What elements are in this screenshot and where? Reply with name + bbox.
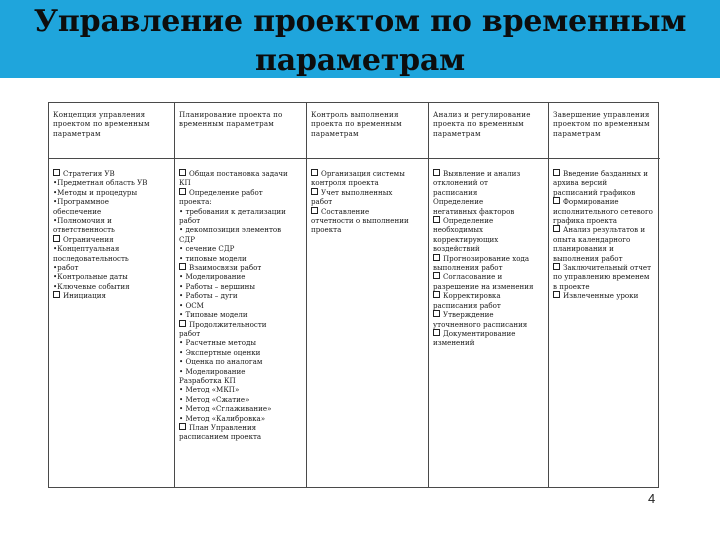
- list-item-text: Определение: [443, 216, 494, 226]
- list-item-heading: [179, 320, 302, 329]
- column-header-concept: Концепция управления проектом по временным параметрам: [49, 103, 175, 159]
- list-item-text: необходимых: [433, 225, 483, 235]
- list-item-text: последовательность: [53, 253, 129, 263]
- list-item: [433, 235, 544, 244]
- list-item: [179, 376, 302, 385]
- list-item-heading: [433, 329, 544, 338]
- list-item-text: расписания: [433, 187, 478, 197]
- list-item: [53, 282, 170, 291]
- list-item-text: Документирование: [443, 328, 516, 338]
- list-item: [179, 301, 302, 310]
- list-item-heading: [553, 197, 656, 206]
- checkbox-square-icon: [311, 188, 318, 195]
- checkbox-square-icon: [179, 169, 186, 176]
- list-item: [553, 188, 656, 197]
- list-item: [433, 338, 544, 347]
- checkbox-square-icon: [311, 169, 318, 176]
- list-item-heading: [179, 188, 302, 197]
- list-item: [433, 263, 544, 272]
- list-item-heading: [433, 216, 544, 225]
- list-item: [179, 244, 302, 253]
- checkbox-square-icon: [179, 263, 186, 270]
- list-item-text: Стратегия УВ: [63, 169, 115, 178]
- list-item: [179, 291, 302, 300]
- list-item: [53, 263, 170, 272]
- page-number: 4: [648, 491, 656, 506]
- list-item-text: Прогнозирование хода: [443, 253, 530, 263]
- list-item-heading: [311, 207, 424, 216]
- list-item: [433, 188, 544, 197]
- list-item-text: • Работы – вершины: [179, 281, 256, 291]
- list-item-heading: [553, 291, 656, 300]
- list-item: [179, 178, 302, 187]
- list-item-heading: [553, 225, 656, 234]
- list-item: [433, 197, 544, 206]
- list-item-text: выполнения работ: [433, 263, 503, 273]
- list-item: [53, 254, 170, 263]
- list-item-text: • Работы – дуги: [179, 291, 238, 301]
- list-item-text: архива версий: [553, 178, 608, 188]
- list-item-text: •Методы и процедуры: [53, 187, 138, 197]
- column-body-control: [307, 159, 429, 487]
- list-item-text: •работ: [53, 263, 79, 273]
- slide-title: Управление проектом по временным параметрам: [33, 4, 687, 78]
- list-item: [179, 404, 302, 413]
- list-item-text: Инициация: [63, 291, 106, 301]
- list-item: [433, 301, 544, 310]
- list-item-text: контроля проекта: [311, 178, 379, 188]
- list-item: [53, 225, 170, 234]
- column-header-planning: Планирование проекта по временным параметрам: [175, 103, 307, 159]
- column-body-analysis: [429, 159, 549, 487]
- list-item-text: проекта:: [179, 197, 212, 207]
- list-item-text: обеспечение: [53, 206, 102, 216]
- list-item-text: отклонений от: [433, 178, 488, 188]
- list-item: [179, 197, 302, 206]
- list-item: [553, 235, 656, 244]
- checkbox-square-icon: [553, 197, 560, 204]
- list-item-text: Формирование: [563, 197, 619, 207]
- list-item: [179, 385, 302, 394]
- list-item-text: уточненного расписания: [433, 319, 528, 329]
- list-item-text: Согласование и: [443, 272, 503, 282]
- list-item-text: планирования и: [553, 244, 614, 254]
- list-item-text: изменений: [433, 338, 475, 348]
- list-item: [553, 216, 656, 225]
- list-item-text: •Программное: [53, 197, 109, 207]
- list-item-text: Введение базданных и: [563, 169, 648, 178]
- list-item-text: СДР: [179, 234, 195, 244]
- list-item-text: расписаний графиков: [553, 187, 636, 197]
- checkbox-square-icon: [53, 169, 60, 176]
- list-item-text: КП: [179, 178, 191, 188]
- checkbox-square-icon: [433, 254, 440, 261]
- list-item-heading: [53, 291, 170, 300]
- list-item-text: работ: [179, 216, 201, 226]
- list-item-text: расписанием проекта: [179, 432, 262, 442]
- list-item-text: •Концептуальная: [53, 244, 120, 254]
- list-item-text: • Метод «Сглаживание»: [179, 404, 272, 414]
- list-item-text: Продолжительности: [189, 319, 267, 329]
- list-item: [179, 207, 302, 216]
- list-item-heading: [433, 310, 544, 319]
- list-item: [179, 310, 302, 319]
- checkbox-square-icon: [433, 310, 440, 317]
- checkbox-square-icon: [553, 291, 560, 298]
- list-item-text: работ: [311, 197, 333, 207]
- list-item-text: • декомпозиция элементов: [179, 225, 282, 235]
- list-item-text: • Оценка по аналогам: [179, 357, 263, 367]
- list-item-text: • Типовые модели: [179, 310, 248, 320]
- list-item-text: • Метод «Сжатие»: [179, 394, 250, 404]
- list-item-text: • сечение СДР: [179, 244, 235, 254]
- list-item-text: Составление: [321, 206, 370, 216]
- list-item: [433, 178, 544, 187]
- checkbox-square-icon: [553, 169, 560, 176]
- list-item-text: Организация системы: [321, 169, 405, 178]
- list-item-text: •Предметная область УВ: [53, 178, 148, 188]
- list-item: [553, 207, 656, 216]
- list-item-text: графика проекта: [553, 216, 618, 226]
- list-item-text: воздействий: [433, 244, 480, 254]
- checkbox-square-icon: [53, 235, 60, 242]
- list-item-text: • типовые модели: [179, 253, 247, 263]
- list-item-text: проекта: [311, 225, 342, 235]
- list-item: [179, 414, 302, 423]
- checkbox-square-icon: [553, 225, 560, 232]
- time-management-table: [48, 102, 659, 488]
- list-item-text: План Управления: [189, 422, 257, 432]
- list-item-text: • требования к детализации: [179, 206, 286, 216]
- list-item-text: Общая постановка задачи: [189, 169, 288, 178]
- list-item: [433, 244, 544, 253]
- list-item-heading: [311, 169, 424, 178]
- list-item-text: •Контрольные даты: [53, 272, 128, 282]
- list-item-text: выполнения работ: [553, 253, 623, 263]
- list-item: [179, 282, 302, 291]
- column-body-planning: [175, 159, 307, 487]
- list-item: [553, 272, 656, 281]
- list-item: [433, 207, 544, 216]
- list-item-heading: [433, 272, 544, 281]
- list-item-text: • Моделирование: [179, 272, 246, 282]
- checkbox-square-icon: [433, 272, 440, 279]
- list-item-heading: [179, 423, 302, 432]
- list-item-text: Корректировка: [443, 291, 501, 301]
- list-item-text: •Полномочия и: [53, 216, 112, 226]
- list-item-text: разрешение на изменения: [433, 281, 534, 291]
- list-item: [433, 282, 544, 291]
- list-item: [553, 178, 656, 187]
- column-body-completion: [549, 159, 660, 487]
- column-header-analysis: Анализ и регулирование проекта по временным параметрам: [429, 103, 549, 159]
- list-item-text: работ: [179, 328, 201, 338]
- list-item: [53, 244, 170, 253]
- list-item-text: • ОСМ: [179, 300, 204, 310]
- list-item: [433, 320, 544, 329]
- list-item-text: • Расчетные методы: [179, 338, 256, 348]
- list-item-text: Разработка КП: [179, 375, 236, 385]
- list-item-text: Ограничения: [63, 234, 114, 244]
- list-item: [553, 282, 656, 291]
- checkbox-square-icon: [179, 188, 186, 195]
- list-item-text: Выявление и анализ: [443, 169, 521, 178]
- list-item-text: негативных факторов: [433, 206, 515, 216]
- column-header-completion: Завершение управления проектом по временным параметрам: [549, 103, 660, 159]
- list-item-heading: [433, 291, 544, 300]
- checkbox-square-icon: [311, 207, 318, 214]
- checkbox-square-icon: [433, 169, 440, 176]
- list-item-heading: [179, 263, 302, 272]
- list-item: [179, 348, 302, 357]
- list-item: [179, 272, 302, 281]
- list-item-text: •Ключевые события: [53, 281, 130, 291]
- list-item-heading: [311, 188, 424, 197]
- list-item: [53, 207, 170, 216]
- list-item-heading: [433, 169, 544, 178]
- list-item-text: • Метод «Калибровка»: [179, 413, 266, 423]
- list-item: [179, 216, 302, 225]
- list-item-text: • Метод «МКП»: [179, 385, 240, 395]
- list-item-heading: [553, 263, 656, 272]
- list-item: [433, 225, 544, 234]
- list-item: [179, 432, 302, 441]
- list-item: [179, 329, 302, 338]
- list-item: [179, 235, 302, 244]
- checkbox-square-icon: [553, 263, 560, 270]
- checkbox-square-icon: [433, 329, 440, 336]
- list-item-text: Взаимосвязи работ: [189, 263, 262, 273]
- list-item-heading: [53, 169, 170, 178]
- list-item: [311, 225, 424, 234]
- column-body-concept: [49, 159, 175, 487]
- list-item-text: • Моделирование: [179, 366, 246, 376]
- list-item-text: по управлению временем: [553, 272, 650, 282]
- list-item-text: Анализ результатов и: [563, 225, 646, 235]
- list-item: [311, 197, 424, 206]
- list-item: [179, 367, 302, 376]
- list-item-text: в проекте: [553, 281, 590, 291]
- list-item: [553, 254, 656, 263]
- checkbox-square-icon: [53, 291, 60, 298]
- checkbox-square-icon: [433, 216, 440, 223]
- checkbox-square-icon: [433, 291, 440, 298]
- list-item-text: Учет выполненных: [321, 187, 393, 197]
- list-item: [179, 357, 302, 366]
- list-item: [53, 197, 170, 206]
- list-item-text: Определение: [433, 197, 484, 207]
- list-item-text: опыта календарного: [553, 234, 631, 244]
- list-item-heading: [553, 169, 656, 178]
- list-item: [179, 395, 302, 404]
- list-item-heading: [179, 169, 302, 178]
- list-item-text: Определение работ: [189, 187, 263, 197]
- list-item: [311, 178, 424, 187]
- list-item-text: расписания работ: [433, 300, 501, 310]
- list-item: [553, 244, 656, 253]
- list-item: [53, 272, 170, 281]
- list-item-text: • Экспертные оценки: [179, 347, 261, 357]
- checkbox-square-icon: [179, 320, 186, 327]
- list-item-text: исполнительного сетевого: [553, 206, 653, 216]
- list-item-text: Утверждение: [443, 310, 494, 320]
- list-item: [53, 216, 170, 225]
- list-item: [53, 188, 170, 197]
- list-item-text: ответственность: [53, 225, 115, 235]
- column-header-control: Контроль выполнения проекта по временным параметрам: [307, 103, 429, 159]
- list-item-text: отчетности о выполнении: [311, 216, 409, 226]
- list-item: [311, 216, 424, 225]
- list-item: [179, 338, 302, 347]
- list-item: [53, 178, 170, 187]
- list-item-text: Заключительный отчет: [563, 263, 652, 273]
- list-item-heading: [433, 254, 544, 263]
- list-item-heading: [53, 235, 170, 244]
- list-item: [179, 254, 302, 263]
- list-item-text: Извлеченные уроки: [563, 291, 639, 301]
- list-item: [179, 225, 302, 234]
- checkbox-square-icon: [179, 423, 186, 430]
- list-item-text: корректирующих: [433, 234, 499, 244]
